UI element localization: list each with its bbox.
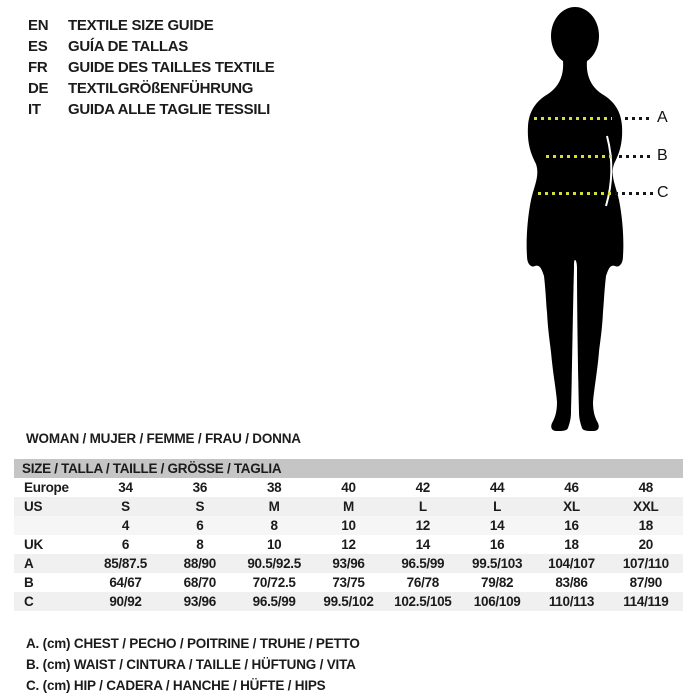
cell: S — [88, 497, 162, 516]
legend-hip: C. (cm) HIP / CADERA / HANCHE / HÜFTE / HIPS — [26, 678, 326, 693]
cell: 8 — [163, 535, 237, 554]
lang-title-it: GUIDA ALLE TAGLIE TESSILI — [68, 101, 270, 118]
cell: 46 — [534, 478, 608, 497]
woman-silhouette-figure — [500, 4, 650, 432]
cell: 83/86 — [534, 573, 608, 592]
size-table — [14, 459, 683, 611]
waist-dash-line — [546, 155, 612, 158]
cell: 107/110 — [609, 554, 683, 573]
cell: 8 — [237, 516, 311, 535]
cell: 70/72.5 — [237, 573, 311, 592]
lang-row-en — [28, 15, 274, 36]
cell: M — [311, 497, 385, 516]
size-table-header-row — [14, 459, 683, 478]
hip-dash-line — [538, 192, 612, 195]
cell: 14 — [460, 516, 534, 535]
cell: 38 — [237, 478, 311, 497]
lang-code-en: EN — [28, 17, 49, 34]
lang-row-fr — [28, 57, 274, 78]
cell: XXL — [609, 497, 683, 516]
cell: 14 — [386, 535, 460, 554]
row-label — [14, 516, 88, 535]
hip-marker-label: C — [657, 184, 669, 201]
cell: 114/119 — [609, 592, 683, 611]
legend-waist: B. (cm) WAIST / CINTURA / TAILLE / HÜFTUNG / VITA — [26, 657, 356, 672]
cell: 90/92 — [88, 592, 162, 611]
lang-code-it: IT — [28, 101, 41, 118]
cell: 93/96 — [311, 554, 385, 573]
cell: 18 — [609, 516, 683, 535]
chest-leader-dots — [625, 117, 653, 120]
cell: 18 — [534, 535, 608, 554]
cell: 64/67 — [88, 573, 162, 592]
row-label: A — [14, 554, 88, 573]
table-row-hip — [14, 592, 683, 611]
cell: 73/75 — [311, 573, 385, 592]
cell: 16 — [460, 535, 534, 554]
cell: 90.5/92.5 — [237, 554, 311, 573]
cell: 79/82 — [460, 573, 534, 592]
legend-chest: A. (cm) CHEST / PECHO / POITRINE / TRUHE / PETTO — [26, 636, 360, 651]
cell: 104/107 — [534, 554, 608, 573]
cell: 110/113 — [534, 592, 608, 611]
cell: 6 — [163, 516, 237, 535]
row-label: UK — [14, 535, 88, 554]
table-row-uk — [14, 535, 683, 554]
cell: 40 — [311, 478, 385, 497]
row-label: Europe — [14, 478, 88, 497]
lang-title-es: GUÍA DE TALLAS — [68, 38, 188, 55]
cell: 93/96 — [163, 592, 237, 611]
cell: L — [460, 497, 534, 516]
cell: 102.5/105 — [386, 592, 460, 611]
lang-code-fr: FR — [28, 59, 48, 76]
cell: S — [163, 497, 237, 516]
table-row-us-numeric — [14, 516, 683, 535]
cell: 12 — [386, 516, 460, 535]
lang-row-it — [28, 99, 274, 120]
cell: 16 — [534, 516, 608, 535]
chest-marker-label: A — [657, 109, 668, 126]
cell: 12 — [311, 535, 385, 554]
cell: 96.5/99 — [386, 554, 460, 573]
cell: 6 — [88, 535, 162, 554]
cell: 10 — [311, 516, 385, 535]
row-label: US — [14, 497, 88, 516]
language-title-block — [28, 15, 274, 120]
chest-dash-line — [534, 117, 612, 120]
cell: M — [237, 497, 311, 516]
cell: 99.5/102 — [311, 592, 385, 611]
waist-leader-dots — [619, 155, 653, 158]
cell: 20 — [609, 535, 683, 554]
cell: 36 — [163, 478, 237, 497]
cell: 34 — [88, 478, 162, 497]
cell: 68/70 — [163, 573, 237, 592]
size-table-header: SIZE / TALLA / TAILLE / GRÖSSE / TAGLIA — [14, 459, 683, 478]
lang-code-de: DE — [28, 80, 49, 97]
table-row-europe — [14, 478, 683, 497]
lang-code-es: ES — [28, 38, 48, 55]
measurement-legend — [26, 633, 360, 696]
cell: 85/87.5 — [88, 554, 162, 573]
lang-title-fr: GUIDE DES TAILLES TEXTILE — [68, 59, 275, 76]
lang-title-en: TEXTILE SIZE GUIDE — [68, 17, 214, 34]
row-label: B — [14, 573, 88, 592]
cell: 106/109 — [460, 592, 534, 611]
table-row-us — [14, 497, 683, 516]
waist-marker-label: B — [657, 147, 668, 164]
cell: 88/90 — [163, 554, 237, 573]
cell: 48 — [609, 478, 683, 497]
cell: 42 — [386, 478, 460, 497]
row-label: C — [14, 592, 88, 611]
cell: 76/78 — [386, 573, 460, 592]
cell: 10 — [237, 535, 311, 554]
cell: 44 — [460, 478, 534, 497]
cell: L — [386, 497, 460, 516]
table-row-waist — [14, 573, 683, 592]
cell: 96.5/99 — [237, 592, 311, 611]
cell: 87/90 — [609, 573, 683, 592]
lang-title-de: TEXTILGRÖßENFÜHRUNG — [68, 80, 254, 97]
cell: 4 — [88, 516, 162, 535]
table-row-chest — [14, 554, 683, 573]
cell: XL — [534, 497, 608, 516]
lang-row-de — [28, 78, 274, 99]
lang-row-es — [28, 36, 274, 57]
section-title-woman: WOMAN / MUJER / FEMME / FRAU / DONNA — [26, 431, 301, 446]
hip-leader-dots — [615, 192, 653, 195]
cell: 99.5/103 — [460, 554, 534, 573]
